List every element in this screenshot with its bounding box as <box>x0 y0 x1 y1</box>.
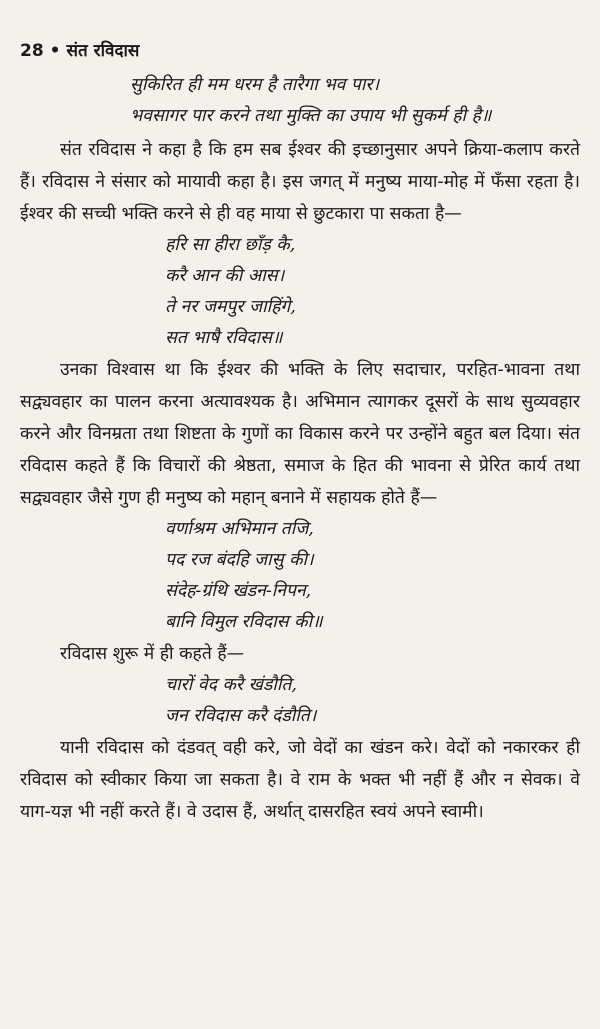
verse-line: वर्णाश्रम अभिमान तजि, <box>165 519 314 539</box>
book-title: संत रविदास <box>66 41 140 61</box>
verse-line: चारों वेद करै खंडौति, <box>165 675 297 695</box>
verse-line: हरि सा हीरा छाँड़ कै, <box>165 235 296 255</box>
verse-line: पद रज बंदहि जासु की। <box>165 550 314 570</box>
verse-line: करै आन की आस। <box>165 266 285 286</box>
verse-block-2 <box>20 230 580 354</box>
paragraph-4: यानी रविदास को दंडवत् वही करे, जो वेदों का खंडन करे। वेदों को नकारकर ही रविदास को स्वीकार किया जा सकता है। वे राम के भक्त भी नहीं हैं और न सेवक। वे याग-यज्ञ भी नहीं करते हैं। वे उदास हैं, अर्थात् दासरहित स्वयं अपने स्वामी। <box>20 738 580 822</box>
verse-line: जन रविदास करै दंडौति। <box>165 706 317 726</box>
paragraph-3: रविदास शुरू में ही कहते हैं— <box>60 644 245 664</box>
verse-block-4 <box>20 670 580 732</box>
header-separator: • <box>49 41 61 61</box>
verse-line: भवसागर पार करने तथा मुक्ति का उपाय भी सुकर्म ही है॥ <box>130 106 492 126</box>
verse-line: सत भाषै रविदास॥ <box>165 328 283 348</box>
verse-line: ते नर जमपुर जाहिंगे, <box>165 297 296 317</box>
verse-block-1 <box>20 70 580 132</box>
paragraph-1: संत रविदास ने कहा है कि हम सब ईश्वर की इच्छानुसार अपने क्रिया-कलाप करते हैं। रविदास ने संसार को मायावी कहा है। इस जगत् में मनुष्य माया-मोह में फँसा रहता है। ईश्वर की सच्ची भक्ति करने से ही वह माया से छुटकारा पा सकता है— <box>20 140 580 224</box>
verse-line: बानि विमुल रविदास की॥ <box>165 612 323 632</box>
page-number: 28 <box>20 41 44 61</box>
verse-block-3 <box>20 514 580 638</box>
verse-line: सुकिरित ही मम धरम है तारैगा भव पार। <box>130 75 380 95</box>
paragraph-2: उनका विश्वास था कि ईश्वर की भक्ति के लिए सदाचार, परहित-भावना तथा सद्व्यवहार का पालन करना अत्यावश्यक है। अभिमान त्यागकर दूसरों के साथ सुव्यवहार करने और विनम्रता तथा शिष्टता के गुणों का विकास करने पर उन्होंने बहुत बल दिया। संत रविदास कहते हैं कि विचारों की श्रेष्ठता, समाज के हित की भावना से प्रेरित कार्य तथा सद्व्यवहार जैसे गुण ही मनुष्य को महान् बनाने में सहायक होते हैं— <box>20 360 580 508</box>
running-head <box>20 40 580 62</box>
verse-line: संदेह-ग्रंथि खंडन-निपन, <box>165 581 312 601</box>
